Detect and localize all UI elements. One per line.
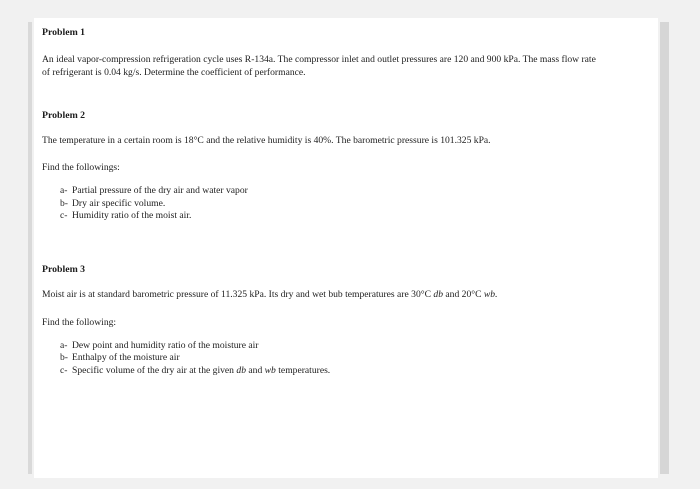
wb-label: wb xyxy=(264,364,276,376)
list-marker: c- xyxy=(60,364,68,376)
list-marker: a- xyxy=(60,185,68,196)
problem-2-list xyxy=(42,185,602,223)
list-item xyxy=(60,352,602,365)
problem-3-title: Problem 3 xyxy=(42,263,86,275)
list-item-text: Partial pressure of the dry air and water vapor xyxy=(72,185,248,196)
list-marker: c- xyxy=(60,210,68,221)
list-item-text: Dew point and humidity ratio of the moisture air xyxy=(72,339,259,351)
list-marker: b- xyxy=(60,197,68,209)
db-label: db xyxy=(236,364,246,376)
list-marker: b- xyxy=(60,352,68,363)
list-item-text-part2: and xyxy=(248,364,263,376)
problem-3-text-part1: Moist air is at standard barometric pressure of 11.325 kPa. Its dry and wet bub temperatures are 30°C xyxy=(42,288,431,300)
problem-2-find-label: Find the followings: xyxy=(42,162,120,173)
list-item xyxy=(60,198,602,211)
problem-2-title: Problem 2 xyxy=(42,110,86,121)
list-item xyxy=(60,340,602,353)
problem-3-db-label: db xyxy=(433,288,443,300)
list-item xyxy=(60,210,602,223)
list-item xyxy=(60,365,602,378)
list-marker: a- xyxy=(60,339,68,351)
list-item-text-part3: temperatures. xyxy=(278,364,331,376)
list-item-text: Humidity ratio of the moist air. xyxy=(72,210,192,221)
problem-3-list xyxy=(42,340,602,378)
problem-3-text xyxy=(42,288,602,301)
left-margin-bar xyxy=(28,22,32,474)
list-item xyxy=(60,185,602,198)
document-content xyxy=(42,26,602,377)
list-item-text: Dry air specific volume. xyxy=(72,197,166,209)
problem-3-wb-label: wb. xyxy=(483,288,498,300)
problem-3-find-label: Find the following: xyxy=(42,316,117,328)
problem-2-text: The temperature in a certain room is 18°C and the relative humidity is 40%. The barometric pressure is 101.325 kPa. xyxy=(42,135,491,146)
scrollbar[interactable] xyxy=(660,22,669,474)
problem-1-text: An ideal vapor-compression refrigeration cycle uses R-134a. The compressor inlet and outlet pressures are 120 and 900 kPa. The mass flow rate of refrigerant is 0.04 kg/s. Determine the coefficient of performance. xyxy=(42,54,596,78)
problem-1-title: Problem 1 xyxy=(42,27,86,38)
problem-3-text-part2: and 20°C xyxy=(445,288,482,300)
list-item-text-part1: Specific volume of the dry air at the given xyxy=(72,364,234,376)
list-item-text: Enthalpy of the moisture air xyxy=(72,352,180,363)
